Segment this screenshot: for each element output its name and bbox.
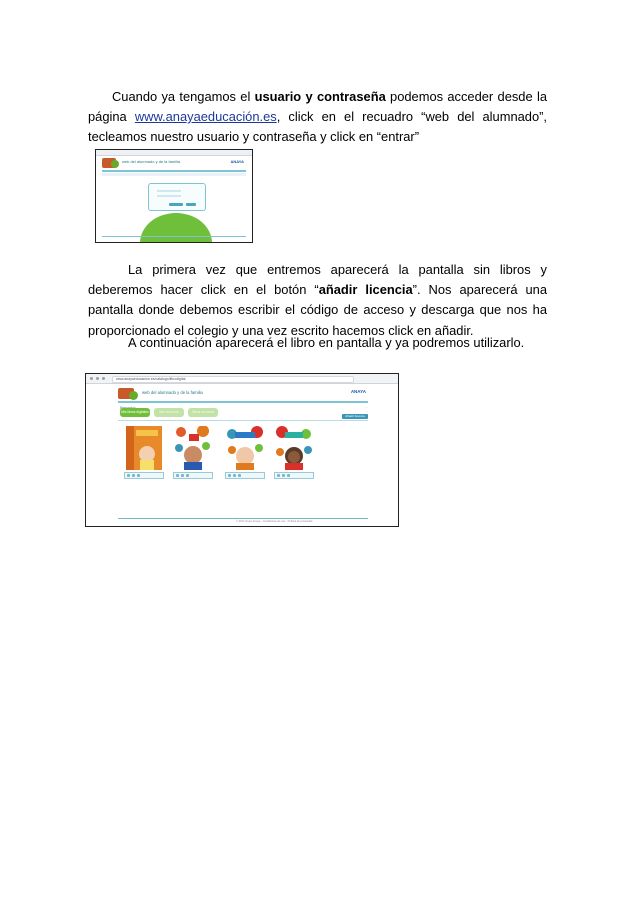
user-links[interactable]: ··· ··· <box>365 405 368 413</box>
footer-line <box>102 236 246 237</box>
reload-icon[interactable] <box>102 377 105 380</box>
book-cover-2[interactable] <box>175 426 211 470</box>
paragraph-license <box>88 260 547 341</box>
back-icon[interactable] <box>90 377 93 380</box>
login-box <box>148 183 206 211</box>
site-header <box>118 387 368 403</box>
book-actions-3[interactable] <box>225 472 265 479</box>
footer-copyright: © 2017 Grupo Anaya · Condiciones de uso · Política de privacidad <box>236 520 313 523</box>
add-license-button[interactable]: Añadir licencia <box>342 414 368 419</box>
p2-bold-add-license: añadir licencia <box>318 282 413 298</box>
enter-button[interactable] <box>169 203 183 206</box>
tab-my-resources[interactable]: Mis recursos <box>154 408 184 417</box>
url-text: www.anayaeducacion.es/catalogo/librodigital <box>116 377 186 381</box>
footer-line <box>118 518 368 519</box>
address-bar[interactable] <box>112 376 354 383</box>
p2-text-after: ”. Nos aparecerá una pantalla donde debemos escribir el código de acceso y descarga que nos ha proporcionado el colegio y una vez escrito hacemos click en añadir. <box>88 282 547 338</box>
anaya-link[interactable]: www.anayaeducación.es <box>134 109 277 125</box>
anaya-brand: ANAYA <box>350 389 366 394</box>
tree-logo-icon <box>111 160 119 168</box>
header-title: web del alumnado y de la familia <box>122 159 181 164</box>
login-screenshot <box>95 149 253 243</box>
paragraph-login <box>88 87 547 148</box>
site-header <box>102 156 246 172</box>
header-title: web del alumnado y de la familia <box>142 390 203 395</box>
username-field[interactable] <box>157 190 181 192</box>
subheader <box>102 173 246 176</box>
green-dome-graphic <box>140 213 212 243</box>
book-actions-1[interactable] <box>124 472 164 479</box>
book-actions-4[interactable] <box>274 472 314 479</box>
p1-text-mid: podemos acceder desde la página <box>88 89 547 125</box>
p2-text-before: La primera vez que entremos aparecerá la pantalla sin libros y deberemos hacer click en el botón “ <box>88 262 547 298</box>
p1-text-before: Cuando ya tengamos el <box>112 89 255 104</box>
paragraph-book <box>88 333 547 353</box>
book-cover-3[interactable] <box>227 426 263 470</box>
secondary-button[interactable] <box>186 203 196 206</box>
book-cover-1[interactable] <box>126 426 162 470</box>
browser-chrome <box>86 374 398 384</box>
book-cover-4[interactable] <box>276 426 312 470</box>
p1-text-after: , click en el recuadro “web del alumnado”, tecleamos nuestro usuario y contraseña y click en “entrar” <box>88 109 547 145</box>
tab-my-books[interactable]: Mis libros digitales <box>120 408 150 417</box>
books-screenshot <box>85 373 399 527</box>
tab-other-resources[interactable]: Otros recursos <box>188 408 218 417</box>
anaya-brand: ANAYA <box>230 159 244 164</box>
p1-bold-credentials: usuario y contraseña <box>254 89 386 104</box>
forward-icon[interactable] <box>96 377 99 380</box>
p3-text: A continuación aparecerá el libro en pantalla y ya podremos utilizarlo. <box>128 335 525 350</box>
book-actions-2[interactable] <box>173 472 213 479</box>
tree-logo-icon <box>129 391 138 400</box>
panel-divider <box>118 420 368 421</box>
password-field[interactable] <box>157 195 181 197</box>
